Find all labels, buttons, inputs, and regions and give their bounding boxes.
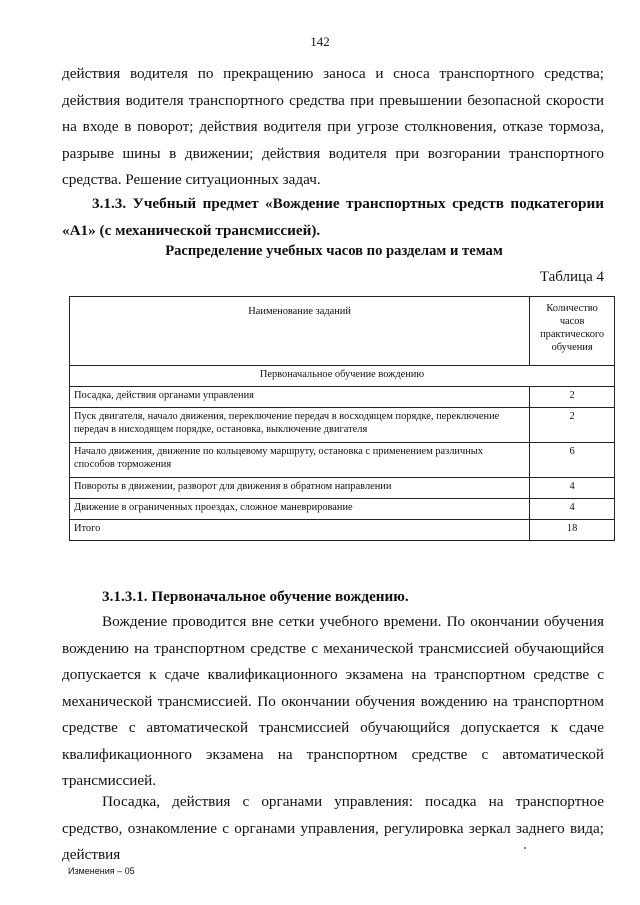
row-task-name: Начало движения, движение по кольцевому маршруту, остановка с применением различных способов торможения (70, 443, 530, 478)
footer-revision: Изменения – 05 (68, 866, 135, 876)
table-section-row (70, 366, 615, 387)
row-task-name: Повороты в движении, разворот для движения в обратном направлении (70, 478, 530, 499)
table-row (70, 408, 615, 443)
row-task-name: Посадка, действия органами управления (70, 387, 530, 408)
table-total-row (70, 520, 615, 541)
page-number: 142 (310, 34, 330, 49)
row-hours: 4 (530, 478, 615, 499)
row-task-name: Движение в ограниченных проездах, сложное маневрирование (70, 499, 530, 520)
row-hours: 2 (530, 408, 615, 443)
row-hours: 4 (530, 499, 615, 520)
row-task-name: Пуск двигателя, начало движения, переключение передач в восходящем порядке, переключение передач в нисходящем порядке, остановка, выключение двигателя (70, 408, 530, 443)
scan-speck (524, 847, 526, 849)
row-hours: 6 (530, 443, 615, 478)
section-heading-3-1-3: 3.1.3. Учебный предмет «Вождение транспортных средств подкатегории «A1» (с механической трансмиссией). (62, 195, 604, 239)
table-row (70, 443, 615, 478)
total-hours: 18 (530, 520, 615, 541)
section-heading-3-1-3-1: 3.1.3.1. Первоначальное обучение вождению. (102, 588, 409, 605)
row-hours: 2 (530, 387, 615, 408)
column-header-tasks: Наименование заданий (70, 297, 530, 366)
paragraph-seating: Посадка, действия с органами управления: посадка на транспортное средство, ознакомление с органами управления, регулировка зеркал заднего вида; действия (62, 793, 604, 863)
table-row (70, 387, 615, 408)
table-section-label: Первоначальное обучение вождению (70, 366, 615, 387)
table-header-row (70, 297, 615, 366)
table-title: Распределение учебных часов по разделам и темам (165, 243, 503, 259)
paragraph-driving-conditions: Вождение проводится вне сетки учебного времени. По окончании обучения вождению на транспортном средстве с механической трансмиссией обучающийся допускается к сдаче квалификационного экзамена на транспортном средстве с механической трансмиссией. По окончании обучения вождению на транспортном средстве с автоматической трансмиссией обучающийся допускается к сдаче квалификационного экзамена на транспортном средстве с автоматической трансмиссией. (62, 613, 604, 789)
table-row (70, 478, 615, 499)
intro-paragraph: действия водителя по прекращению заноса и сноса транспортного средства; действия водителя транспортного средства при превышении безопасной скорости на входе в поворот; действия водителя при угрозе столкновения, отказе тормоза, разрыве шины в движении; действия водителя при возгорании транспортного средства. Решение ситуационных задач. (62, 65, 604, 188)
table-row (70, 499, 615, 520)
column-header-hours: Количество часов практического обучения (530, 297, 615, 366)
table-label: Таблица 4 (539, 269, 604, 285)
hours-table (69, 296, 615, 541)
total-label: Итого (70, 520, 530, 541)
